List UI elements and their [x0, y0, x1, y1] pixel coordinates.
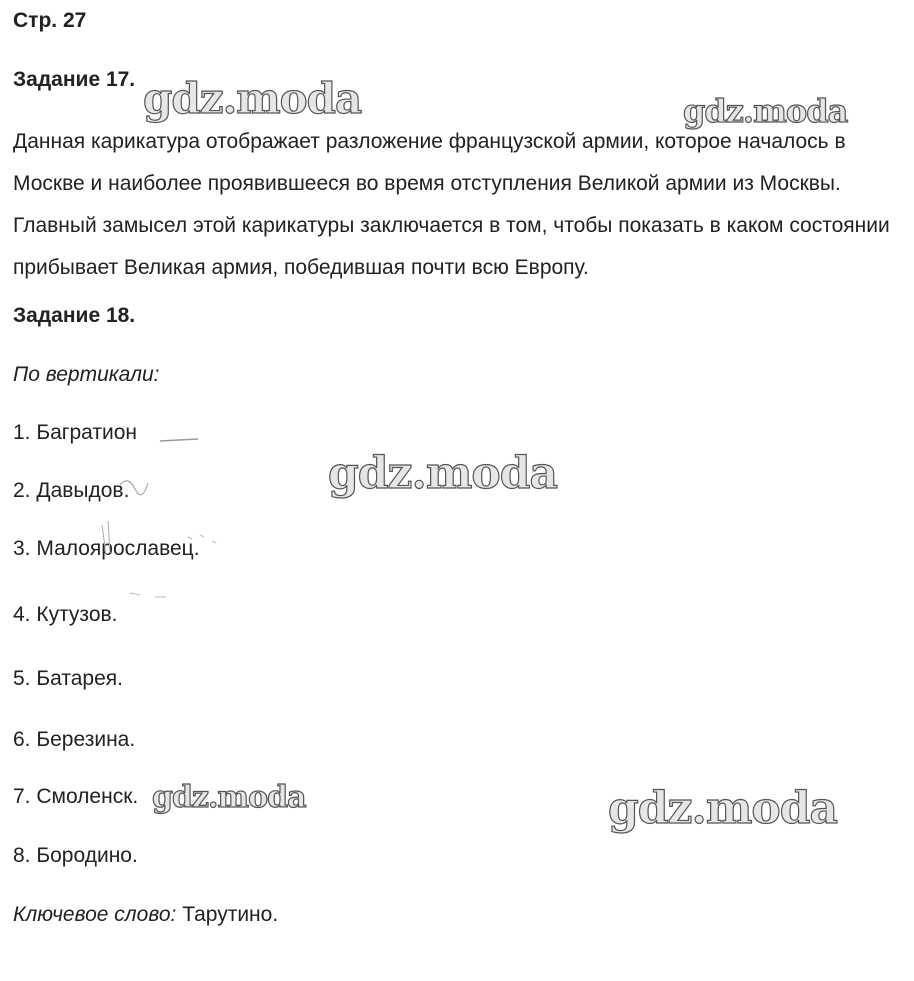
watermark: gdz.moda	[328, 448, 558, 499]
keyword-value: Тарутино.	[176, 903, 279, 926]
watermark: gdz.moda	[608, 783, 838, 834]
answer-item: 1. Багратион	[13, 421, 137, 444]
scribble-marks	[100, 425, 240, 605]
watermark: gdz.moda	[683, 92, 848, 130]
answer-item: 7. Смоленск.	[13, 785, 139, 808]
keyword-line	[13, 903, 278, 927]
task-18-heading: Задание 18.	[13, 304, 136, 327]
keyword-label: Ключевое слово:	[13, 903, 177, 926]
answer-item: 8. Бородино.	[13, 844, 138, 867]
watermark: gdz.moda	[143, 74, 362, 123]
answer-item: 4. Кутузов.	[13, 603, 118, 626]
page-label: Стр. 27	[13, 9, 87, 32]
task-17-heading: Задание 17.	[13, 68, 136, 91]
scribble-stroke	[130, 593, 166, 597]
scribble-stroke	[160, 439, 198, 441]
answer-item: 2. Давыдов.	[13, 479, 130, 502]
answer-item: 3. Малоярославец.	[13, 537, 200, 560]
answer-item: 5. Батарея.	[13, 667, 123, 690]
task-17-paragraph: Данная карикатура отображает разложение французской армии, которое началось в Москве и наиболее проявившееся во время отступления Великой армии из Москвы. Главный замысел этой карикатуры заключается в том, чтобы показать в каком состоянии прибывает Великая армия, победившая почти всю Европу.	[13, 130, 890, 279]
watermark: gdz.moda	[152, 780, 306, 815]
answer-item: 6. Березина.	[13, 728, 136, 751]
vertical-label: По вертикали:	[13, 363, 160, 386]
